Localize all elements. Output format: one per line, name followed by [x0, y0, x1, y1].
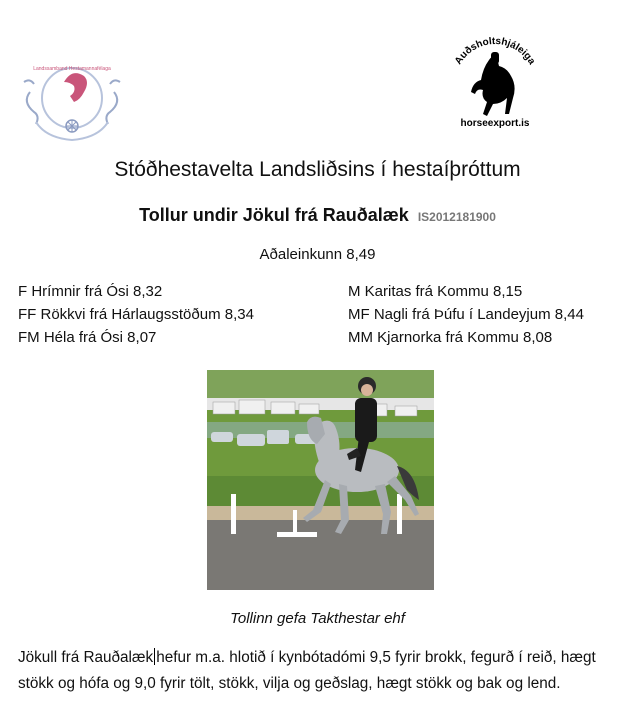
horse-name: Tollur undir Jökul frá Rauðalæk	[139, 205, 409, 225]
pedigree-sire-side	[18, 280, 254, 349]
horse-photo	[207, 370, 434, 590]
description-paragraph	[18, 645, 618, 697]
horse-heading	[0, 205, 635, 226]
logo-top-text: Auðsholtshjáleiga	[452, 35, 538, 67]
logo-bottom-text: horseexport.is	[460, 118, 530, 129]
lh-logo-text: Landssamband Hestamannafélaga	[33, 66, 111, 72]
pedigree-entry: FF Rökkvi frá Hárlaugsstöðum 8,34	[18, 306, 254, 323]
pedigree-entry: M Karitas frá Kommu 8,15	[348, 283, 523, 300]
pedigree-entry: MF Nagli frá Þúfu í Landeyjum 8,44	[348, 306, 584, 323]
photo-caption: Tollinn gefa Takthestar ehf	[230, 610, 405, 627]
description-lead: Jökull frá Rauðalæk	[18, 649, 154, 666]
horseexport-logo	[445, 26, 545, 146]
registration-number: IS2012181900	[417, 210, 496, 224]
pedigree-entry: MM Kjarnorka frá Kommu 8,08	[348, 329, 553, 346]
overall-score: Aðaleinkunn 8,49	[259, 246, 376, 263]
description-rest: hefur m.a. hlotið í kynbótadómi 9,5 fyrir brokk, fegurð í reið, hægt stökk og hófa og 9,0 fyrir tölt, stökk, vilja og geðslag, hægt stökk og bak og lend.	[18, 649, 596, 692]
lh-logo	[16, 52, 128, 144]
pedigree-entry: F Hrímnir frá Ósi 8,32	[18, 283, 163, 300]
pedigree-dam-side	[348, 280, 584, 349]
pedigree-entry: FM Héla frá Ósi 8,07	[18, 329, 157, 346]
page-title: Stóðhestavelta Landsliðsins í hestaíþróttum	[114, 158, 521, 181]
